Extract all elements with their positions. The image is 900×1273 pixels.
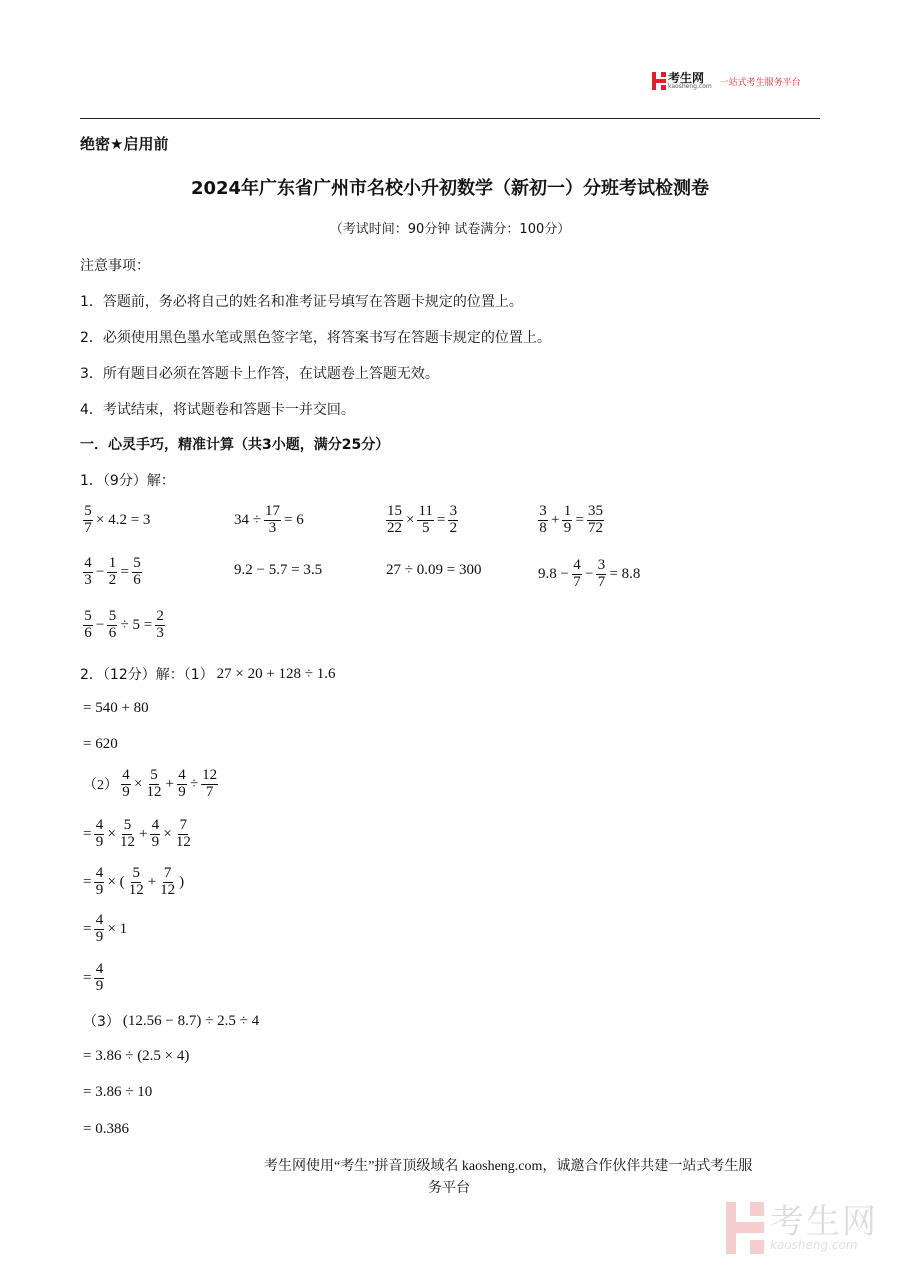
q1-expression-2: 34 ÷ $\frac{17}{3}$ = 6 <box>234 503 304 536</box>
header-divider <box>80 118 820 119</box>
q2-part1-expression: 27 × 20 + 128 ÷ 1.6 <box>216 665 336 682</box>
q2-label: 2．（12分）解：（1） <box>80 667 214 683</box>
q1-expression-4: $\frac{3}{8}$ + $\frac{1}{9}$ = $\frac{35}{72}$ <box>539 503 603 536</box>
kaosheng-logo-mark-icon <box>652 72 666 90</box>
watermark-text: 考生网 <box>770 1202 878 1242</box>
note-item: 3．所有题目必须在答题卡上作答，在试题卷上答题无效。 <box>80 366 439 382</box>
q2-part3-step: = 3.86 ÷ (2.5 × 4) <box>83 1048 190 1064</box>
q1-expression-9: $\frac{5}{6}$ − $\frac{5}{6}$ ÷ 5 = $\frac{2}{3}$ <box>84 608 164 641</box>
q2-part2-line-1: （2） $\frac{4}{9}$ × $\frac{5}{12}$ + $\frac{4}{9}$ ÷ $\frac{12}{7}$ <box>83 767 218 800</box>
q1-expression-1: $\frac{5}{7}$ × 4.2 = 3 <box>84 503 151 536</box>
footer-line-1: 考生网使用“考生”拼音顶级域名 kaosheng.com，诚邀合作伙伴共建一站式考生服 <box>264 1159 753 1174</box>
secret-label: 绝密★启用前 <box>80 135 169 153</box>
note-item: 2．必须使用黑色墨水笔或黑色签字笔，将答案书写在答题卡规定的位置上。 <box>80 330 551 346</box>
page-title: 2024年广东省广州市名校小升初数学（新初一）分班考试检测卷 <box>190 178 710 199</box>
watermark <box>726 1202 878 1254</box>
notes-heading: 注意事项： <box>80 258 150 274</box>
q2-part1-line <box>80 664 336 684</box>
q1-label: 1．（9分）解： <box>80 473 175 489</box>
logo-slogan: 一站式考生服务平台 <box>719 77 801 88</box>
q2-part3-line: （3） (12.56 − 8.7) ÷ 2.5 ÷ 4 <box>83 1012 260 1030</box>
q2-part1-step: = 620 <box>83 736 118 752</box>
note-item: 1．答题前，务必将自己的姓名和准考证号填写在答题卡规定的位置上。 <box>80 294 523 310</box>
footer-line-2: 务平台 <box>428 1181 470 1196</box>
q1-expression-7: 27 ÷ 0.09 = 300 <box>386 562 482 578</box>
q1-expression-5: $\frac{4}{3}$ − $\frac{1}{2}$ = $\frac{5}{6}$ <box>84 555 141 588</box>
q2-part2-line-4: = $\frac{4}{9}$ × 1 <box>83 912 128 945</box>
watermark-domain: kaosheng.com <box>770 1238 858 1252</box>
watermark-logo-icon <box>726 1202 764 1254</box>
q2-part3-step: = 3.86 ÷ 10 <box>83 1084 153 1100</box>
q2-part1-step: = 540 + 80 <box>83 700 149 716</box>
kaosheng-logo[interactable] <box>652 72 801 90</box>
exam-subtitle: （考试时间：90分钟 试卷满分：100分） <box>329 222 571 237</box>
q1-expression-3: $\frac{15}{22}$ × $\frac{11}{5}$ = $\frac{3}{2}$ <box>387 503 458 536</box>
q1-expression-8: 9.8 − $\frac{4}{7}$ − $\frac{3}{7}$ = 8.8 <box>538 557 641 590</box>
q1-expression-6: 9.2 − 5.7 = 3.5 <box>234 562 323 578</box>
logo-domain: kaosheng.com <box>668 83 712 90</box>
logo-text: 考生网 <box>668 71 705 85</box>
q2-part2-line-2: = $\frac{4}{9}$ × $\frac{5}{12}$ + $\frac{4}{9}$ × $\frac{7}{12}$ <box>83 817 191 850</box>
note-item: 4．考试结束，将试题卷和答题卡一并交回。 <box>80 402 355 418</box>
q2-part2-line-5: = $\frac{4}{9}$ <box>83 961 104 994</box>
section-heading: 一．心灵手巧，精准计算（共3小题，满分25分） <box>80 437 390 453</box>
q2-part3-step: = 0.386 <box>83 1121 129 1137</box>
q2-part2-line-3: = $\frac{4}{9}$ × ( $\frac{5}{12}$ + $\frac{7}{12}$ ) <box>83 865 185 898</box>
